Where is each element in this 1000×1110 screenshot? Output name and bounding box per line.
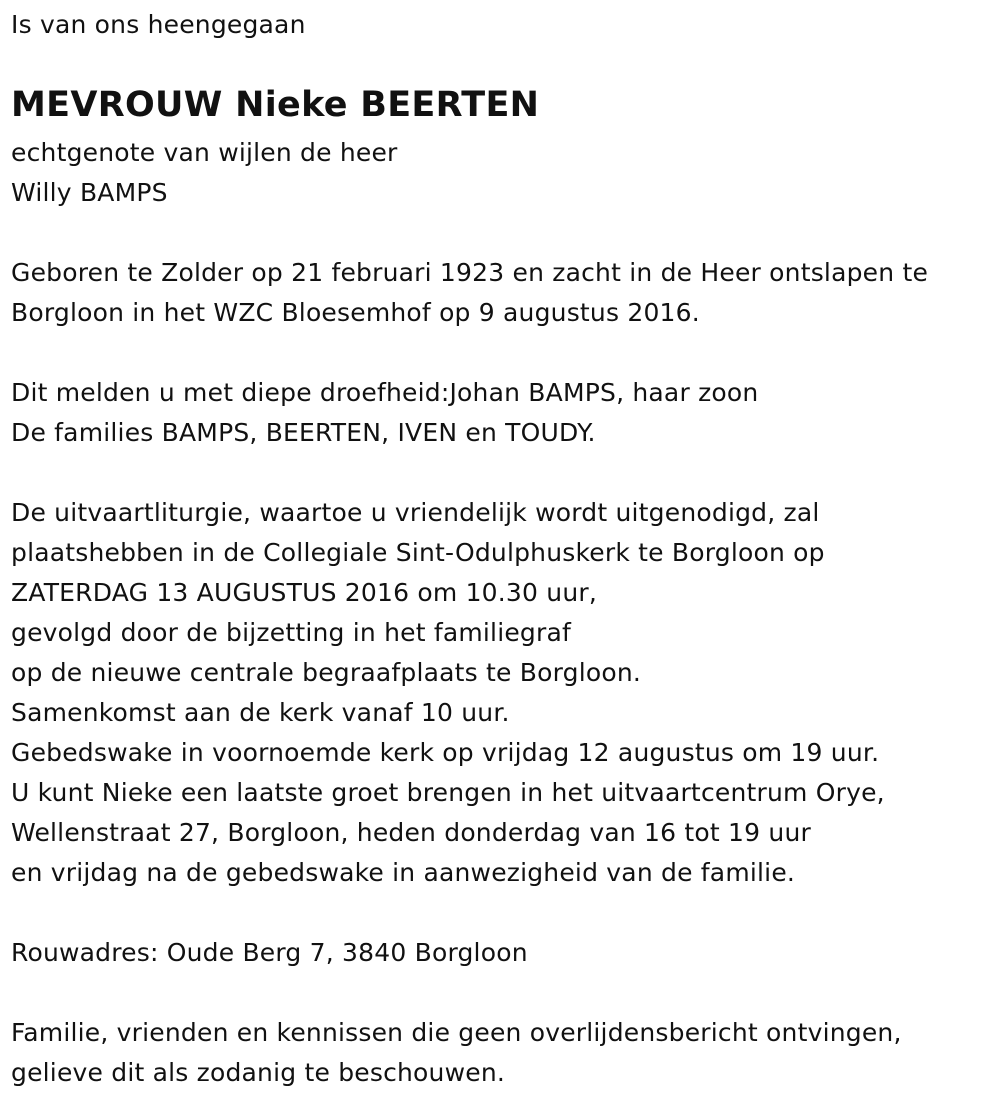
birth-death-line: Borgloon in het WZC Bloesemhof op 9 augustus 2016. [11, 298, 700, 327]
announcement-paragraph [11, 373, 758, 453]
funeral-line: De uitvaartliturgie, waartoe u vriendelijk wordt uitgenodigd, zal [11, 498, 820, 527]
funeral-line: ZATERDAG 13 AUGUSTUS 2016 om 10.30 uur, [11, 578, 597, 607]
funeral-paragraph [11, 493, 885, 893]
funeral-line: Samenkomst aan de kerk vanaf 10 uur. [11, 698, 510, 727]
funeral-line: en vrijdag na de gebedswake in aanwezigheid van de familie. [11, 858, 796, 887]
closing-paragraph [11, 1013, 902, 1093]
intro-text: Is van ons heengegaan [11, 10, 306, 39]
funeral-line: plaatshebben in de Collegiale Sint-Odulphuskerk te Borgloon op [11, 538, 825, 567]
funeral-line: Wellenstraat 27, Borgloon, heden donderdag van 16 tot 19 uur [11, 818, 811, 847]
deceased-name: MEVROUW Nieke BEERTEN [11, 85, 540, 125]
mourning-address: Rouwadres: Oude Berg 7, 3840 Borgloon [11, 938, 528, 967]
closing-line: gelieve dit als zodanig te beschouwen. [11, 1058, 506, 1087]
birth-death-line: Geboren te Zolder op 21 februari 1923 en zacht in de Heer ontslapen te [11, 258, 929, 287]
funeral-line: gevolgd door de bijzetting in het familiegraf [11, 618, 572, 647]
announcement-line: Dit melden u met diepe droefheid:Johan BAMPS, haar zoon [11, 378, 759, 407]
spouse-line: echtgenote van wijlen de heer [11, 138, 398, 167]
mourning-address-block [11, 933, 528, 973]
closing-line: Familie, vrienden en kennissen die geen overlijdensbericht ontvingen, [11, 1018, 902, 1047]
birth-death-paragraph [11, 253, 928, 333]
funeral-line: Gebedswake in voornoemde kerk op vrijdag 12 augustus om 19 uur. [11, 738, 880, 767]
funeral-line: U kunt Nieke een laatste groet brengen in het uitvaartcentrum Orye, [11, 778, 885, 807]
funeral-line: op de nieuwe centrale begraafplaats te Borgloon. [11, 658, 642, 687]
announcement-line: De families BAMPS, BEERTEN, IVEN en TOUDY. [11, 418, 596, 447]
spouse-name: Willy BAMPS [11, 178, 168, 207]
spouse-block [11, 133, 398, 213]
